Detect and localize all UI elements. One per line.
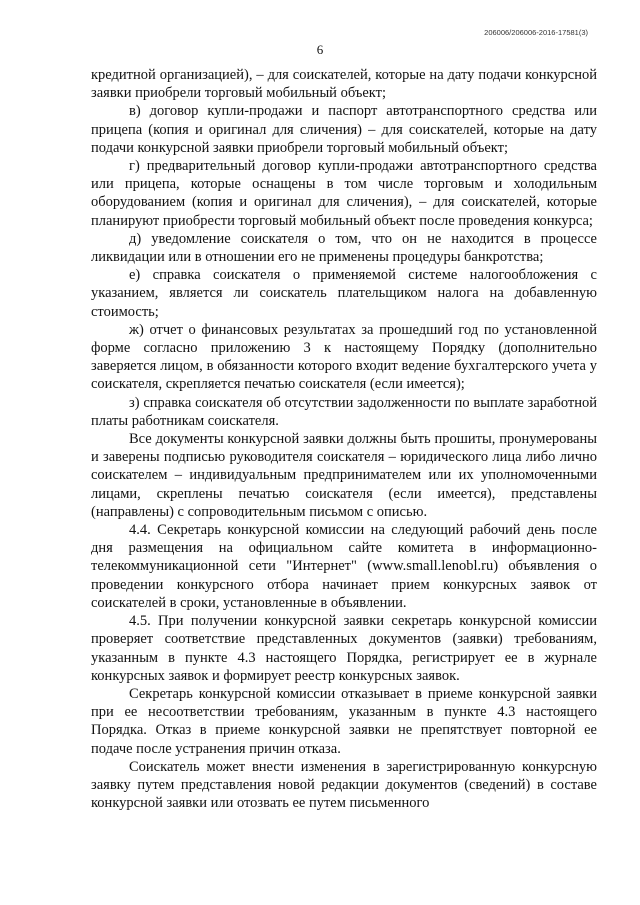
clause-4-4: 4.4. Секретарь конкурсной комиссии на следующий рабочий день после дня размещения на официальном сайте комитета в информационно-телекоммуникационной сети "Интернет" (www.small.lenobl.ru) объявления о проведении конкурсного отбора начинает прием конкурсных заявок от соискателей в сроки, установленные в объявлении. [91,522,597,611]
document-body [91,66,597,812]
document-id: 206006/206006-2016-17581(3) [484,28,588,37]
list-item-e: е) справка соискателя о применяемой системе налогообложения с указанием, является ли соискатель плательщиком налога на добавленную стоимость; [91,267,597,320]
clause-4-5: 4.5. При получении конкурсной заявки секретарь конкурсной комиссии проверяет соответствие представленных документов (заявки) требованиям, указанным в пункте 4.3 настоящего Порядка, регистрирует ее в журнале конкурсных заявок и формирует реестр конкурсных заявок. [91,613,597,684]
paragraph-continuation: кредитной организацией), – для соискателей, которые на дату подачи конкурсной заявки приобрели торговый мобильный объект; [91,67,597,102]
list-item-g: г) предварительный договор купли-продажи автотранспортного средства или прицепа, которые оснащены в том числе торговым и холодильным оборудованием (копия и оригинал для сличения), – для соискателей, которые планируют приобрести торговый мобильный объект после проведения конкурса; [91,158,597,229]
list-item-z: з) справка соискателя об отсутствии задолженности по выплате заработной платы работникам соискателя. [91,394,597,429]
list-item-zh: ж) отчет о финансовых результатах за прошедший год по установленной форме согласно приложению 3 к настоящему Порядку (дополнительно заверяется лицом, в обязанности которого входит ведение бухгалтерского учета у соискателя, скрепляется печатью соискателя (если имеется); [91,321,597,393]
list-item-v: в) договор купли-продажи и паспорт автотранспортного средства или прицепа (копия и оригинал для сличения) – для соискателей, которые на дату подачи конкурсной заявки приобрели торговый мобильный объект; [91,103,597,156]
list-item-d: д) уведомление соискателя о том, что он не находится в процессе ликвидации или в отношении его не применены процедуры банкротства; [91,230,597,266]
paragraph-documents-binding: Все документы конкурсной заявки должны быть прошиты, пронумерованы и заверены подписью руководителя соискателя – юридического лица либо лично соискателем – индивидуальным предпринимателем или их уполномоченными лицами, скреплены печатью соискателя (если имеется), представлены (направлены) с сопроводительным письмом с описью. [91,431,597,520]
paragraph-refusal: Секретарь конкурсной комиссии отказывает в приеме конкурсной заявки при ее несоответствии требованиям, указанным в пункте 4.3 настоящего Порядка. Отказ в приеме конкурсной заявки не препятствует повторной ее подаче после устранения причин отказа. [91,685,597,757]
paragraph-amendment: Соискатель может внести изменения в зарегистрированную конкурсную заявку путем представления новой редакции документов (сведений) в составе конкурсной заявки или отозвать ее путем письменного [91,758,597,812]
page-number: 6 [316,42,324,57]
